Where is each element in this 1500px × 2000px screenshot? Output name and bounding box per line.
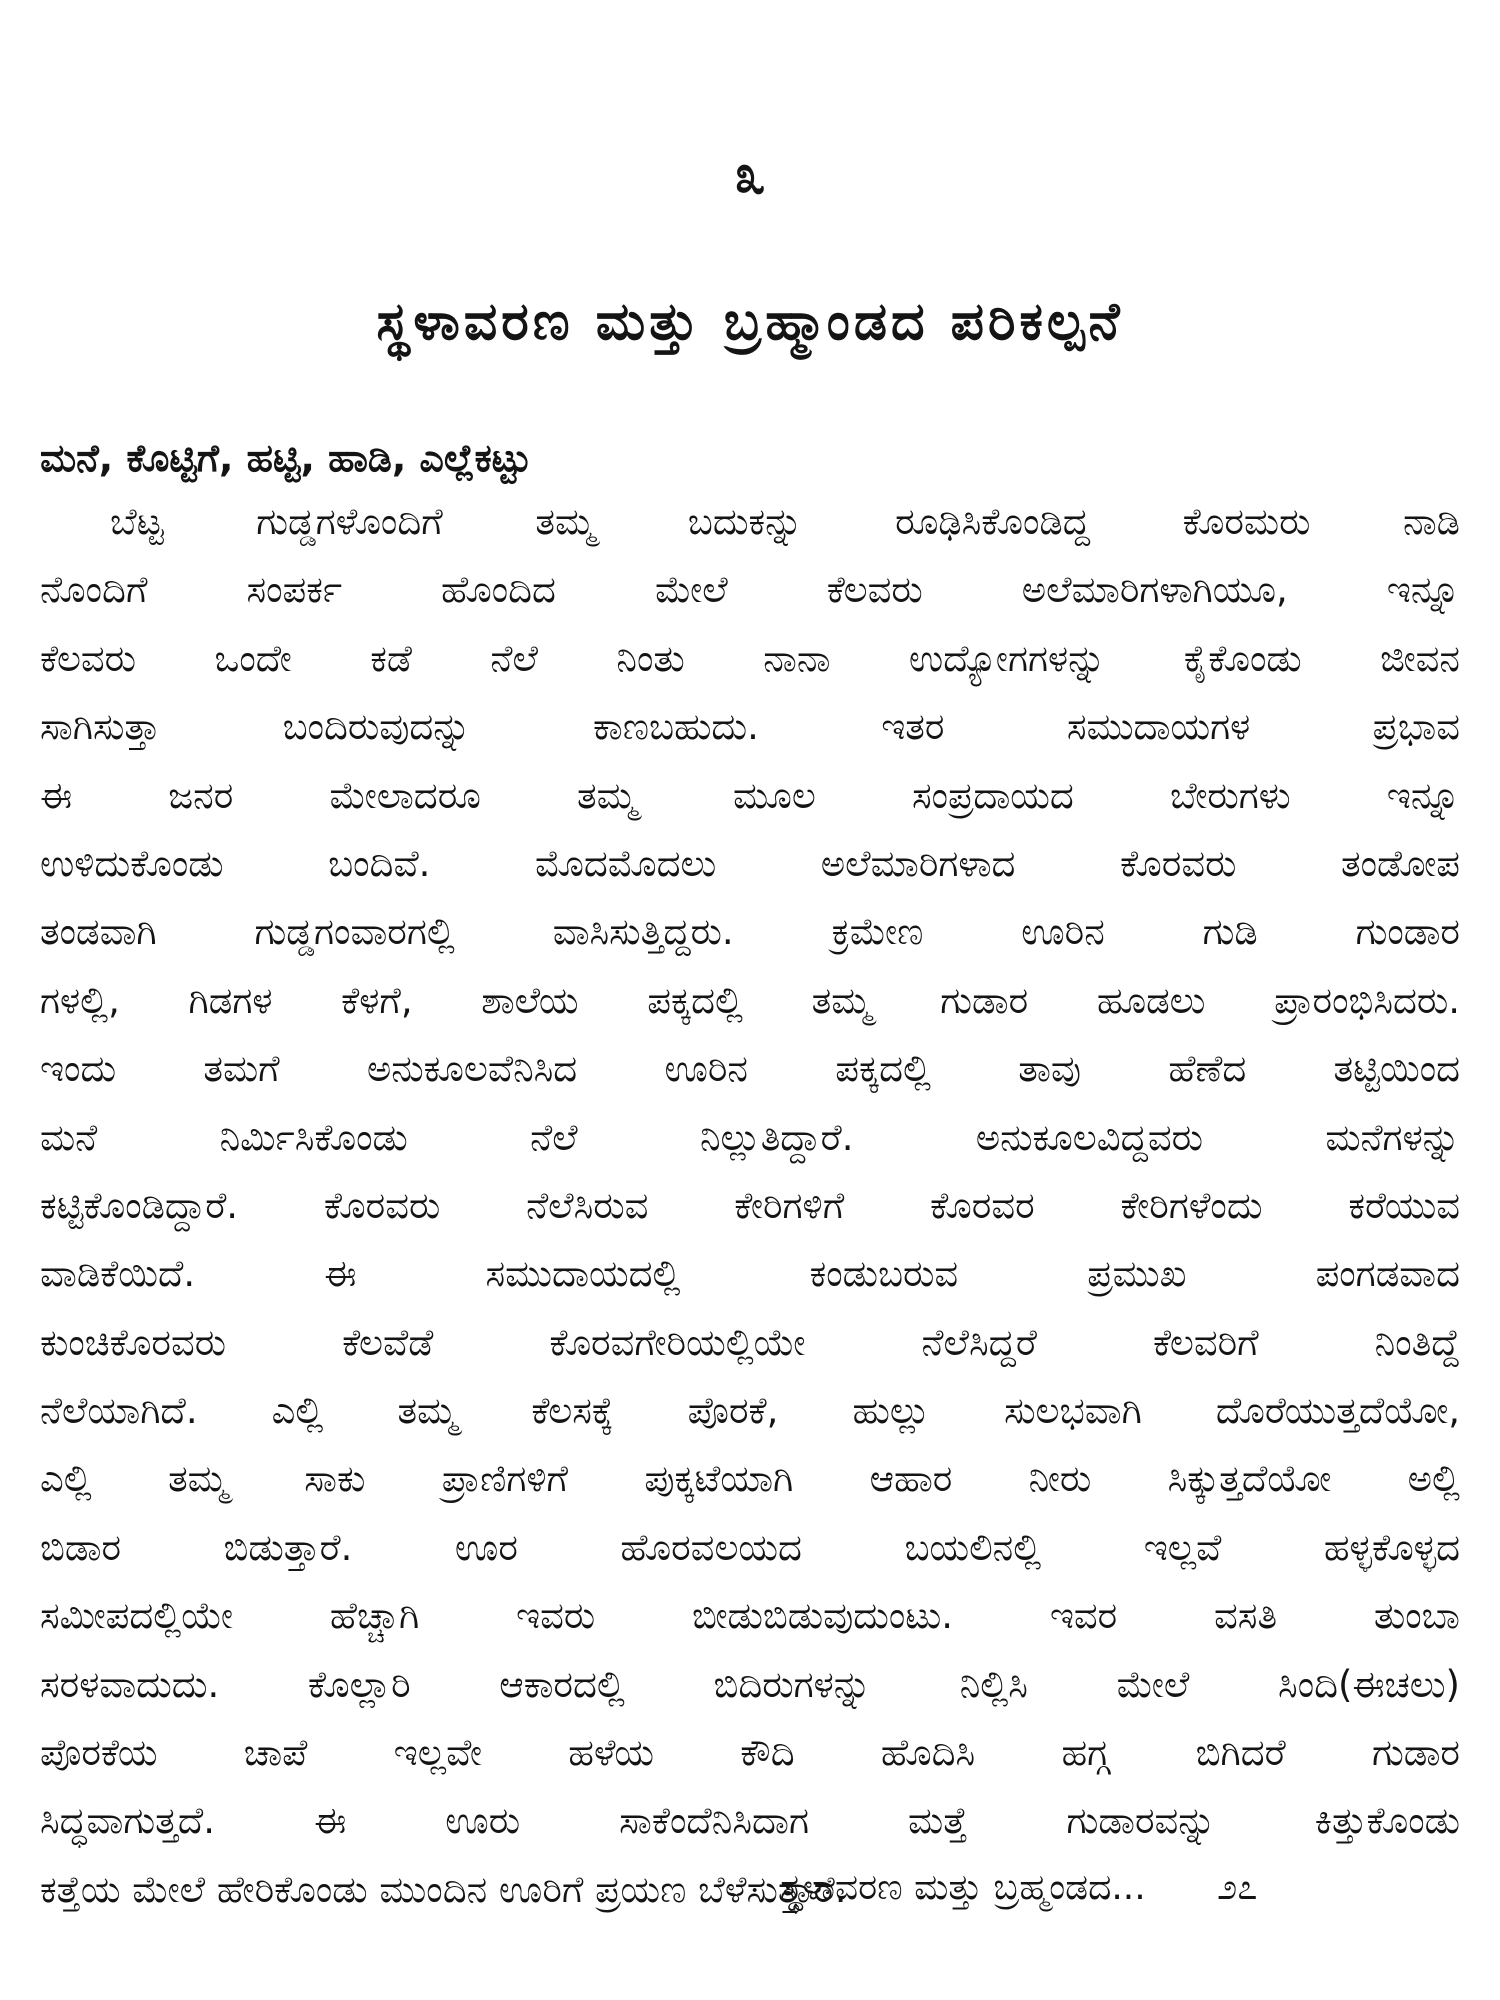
- paragraph-line: ಬಿಡಾರ ಬಿಡುತ್ತಾರೆ. ಊರ ಹೊರವಲಯದ ಬಯಲಿನಲ್ಲಿ ಇಲ್ಲವೆ ಹಳ್ಳಕೊಳ್ಳದ: [40, 1525, 1460, 1569]
- paragraph-line: ಸಿದ್ಧವಾಗುತ್ತದೆ. ಈ ಊರು ಸಾಕೆಂದೆನಿಸಿದಾಗ ಮತ್ತೆ ಗುಡಾರವನ್ನು ಕಿತ್ತುಕೊಂಡು: [40, 1799, 1460, 1843]
- body-paragraph: [40, 488, 1460, 1924]
- paragraph-line: ಬೆಟ್ಟ ಗುಡ್ಡಗಳೊಂದಿಗೆ ತಮ್ಮ ಬದುಕನ್ನು ರೂಢಿಸಿಕೊಂಡಿದ್ದ ಕೊರಮರು ನಾಡಿ: [110, 500, 1460, 543]
- paragraph-line: ಸಾಗಿಸುತ್ತಾ ಬಂದಿರುವುದನ್ನು ಕಾಣಬಹುದು. ಇತರ ಸಮುದಾಯಗಳ ಪ್ರಭಾವ: [40, 705, 1460, 749]
- paragraph-line: ಉಳಿದುಕೊಂಡು ಬಂದಿವೆ. ಮೊದಮೊದಲು ಅಲೆಮಾರಿಗಳಾದ ಕೊರವರು ತಂಡೋಪ: [40, 841, 1460, 885]
- running-title: ಸ್ಥಳಾವರಣ ಮತ್ತು ಬ್ರಹ್ಮಂಡದ...: [780, 1867, 1146, 1908]
- paragraph-line: ಪೊರಕೆಯ ಚಾಪೆ ಇಲ್ಲವೇ ಹಳೆಯ ಕೌದಿ ಹೊದಿಸಿ ಹಗ್ಗ ಬಿಗಿದರೆ ಗುಡಾರ: [40, 1731, 1460, 1775]
- paragraph-line: ಕತ್ತೆಯ ಮೇಲೆ ಹೇರಿಕೊಂಡು ಮುಂದಿನ ಊರಿಗೆ ಪ್ರಯಣ ಬೆಳೆಸುತ್ತಾರೆ.: [40, 1867, 847, 1911]
- paragraph-line: ಕುಂಚಿಕೊರವರು ಕೆಲವೆಡೆ ಕೊರವಗೇರಿಯಲ್ಲಿಯೇ ನೆಲೆಸಿದ್ದರೆ ಕೆಲವರಿಗೆ ನಿಂತಿದ್ದೆ: [40, 1320, 1460, 1364]
- paragraph-line: ಕೆಲವರು ಒಂದೇ ಕಡೆ ನೆಲೆ ನಿಂತು ನಾನಾ ಉದ್ಯೋಗಗಳನ್ನು ಕೈಕೊಂಡು ಜೀವನ: [40, 636, 1460, 680]
- chapter-number: ೩: [734, 142, 766, 207]
- section-heading: ಮನೆ, ಕೊಟ್ಟಿಗೆ, ಹಟ್ಟಿ, ಹಾಡಿ, ಎಲ್ಲೆಕಟ್ಟು: [40, 436, 532, 480]
- page-number: ೨೭: [1217, 1867, 1258, 1908]
- paragraph-line: ಕಟ್ಟಿಕೊಂಡಿದ್ದಾರೆ. ಕೊರವರು ನೆಲೆಸಿರುವ ಕೇರಿಗಳಿಗೆ ಕೊರವರ ಕೇರಿಗಳೆಂದು ಕರೆಯುವ: [40, 1183, 1460, 1227]
- chapter-title: ಸ್ಥಳಾವರಣ ಮತ್ತು ಬ್ರಹ್ಮಾಂಡದ ಪರಿಕಲ್ಪನೆ: [376, 292, 1124, 352]
- paragraph-line: ಇಂದು ತಮಗೆ ಅನುಕೂಲವೆನಿಸಿದ ಊರಿನ ಪಕ್ಕದಲ್ಲಿ ತಾವು ಹೆಣೆದ ತಟ್ಟಿಯಿಂದ: [40, 1047, 1460, 1091]
- paragraph-line: ವಾಡಿಕೆಯಿದೆ. ಈ ಸಮುದಾಯದಲ್ಲಿ ಕಂಡುಬರುವ ಪ್ರಮುಖ ಪಂಗಡವಾದ: [40, 1252, 1460, 1296]
- paragraph-line: ಎಲ್ಲಿ ತಮ್ಮ ಸಾಕು ಪ್ರಾಣಿಗಳಿಗೆ ಪುಕ್ಕಟೆಯಾಗಿ ಆಹಾರ ನೀರು ಸಿಕ್ಕುತ್ತದೆಯೋ ಅಲ್ಲಿ: [40, 1457, 1460, 1501]
- paragraph-line: ತಂಡವಾಗಿ ಗುಡ್ಡಗಂವಾರಗಲ್ಲಿ ವಾಸಿಸುತ್ತಿದ್ದರು. ಕ್ರಮೇಣ ಊರಿನ ಗುಡಿ ಗುಂಡಾರ: [40, 910, 1460, 954]
- paragraph-line: ಈ ಜನರ ಮೇಲಾದರೂ ತಮ್ಮ ಮೂಲ ಸಂಪ್ರದಾಯದ ಬೇರುಗಳು ಇನ್ನೂ: [40, 773, 1460, 817]
- page-footer: [780, 1858, 1480, 1918]
- paragraph-line: ನೆಲೆಯಾಗಿದೆ. ಎಲ್ಲಿ ತಮ್ಮ ಕೆಲಸಕ್ಕೆ ಪೊರಕೆ, ಹುಲ್ಲು ಸುಲಭವಾಗಿ ದೊರೆಯುತ್ತದೆಯೋ,: [40, 1389, 1460, 1433]
- paragraph-line: ನೊಂದಿಗೆ ಸಂಪರ್ಕ ಹೊಂದಿದ ಮೇಲೆ ಕೆಲವರು ಅಲೆಮಾರಿಗಳಾಗಿಯೂ, ಇನ್ನೂ: [40, 568, 1460, 612]
- paragraph-line: ಸಮೀಪದಲ್ಲಿಯೇ ಹೆಚ್ಚಾಗಿ ಇವರು ಬೀಡುಬಿಡುವುದುಂಟು. ಇವರ ವಸತಿ ತುಂಬಾ: [40, 1594, 1460, 1638]
- paragraph-line: ಮನೆ ನಿರ್ಮಿಸಿಕೊಂಡು ನೆಲೆ ನಿಲ್ಲುತಿದ್ದಾರೆ. ಅನುಕೂಲವಿದ್ದವರು ಮನೆಗಳನ್ನು: [40, 1115, 1460, 1159]
- paragraph-line: ಸರಳವಾದುದು. ಕೊಲ್ಲಾರಿ ಆಕಾರದಲ್ಲಿ ಬಿದಿರುಗಳನ್ನು ನಿಲ್ಲಿಸಿ ಮೇಲೆ ಸಿಂದಿ(ಈಚಲು): [40, 1662, 1460, 1706]
- paragraph-line: ಗಳಲ್ಲಿ, ಗಿಡಗಳ ಕೆಳಗೆ, ಶಾಲೆಯ ಪಕ್ಕದಲ್ಲಿ ತಮ್ಮ ಗುಡಾರ ಹೂಡಲು ಪ್ರಾರಂಭಿಸಿದರು.: [40, 978, 1460, 1022]
